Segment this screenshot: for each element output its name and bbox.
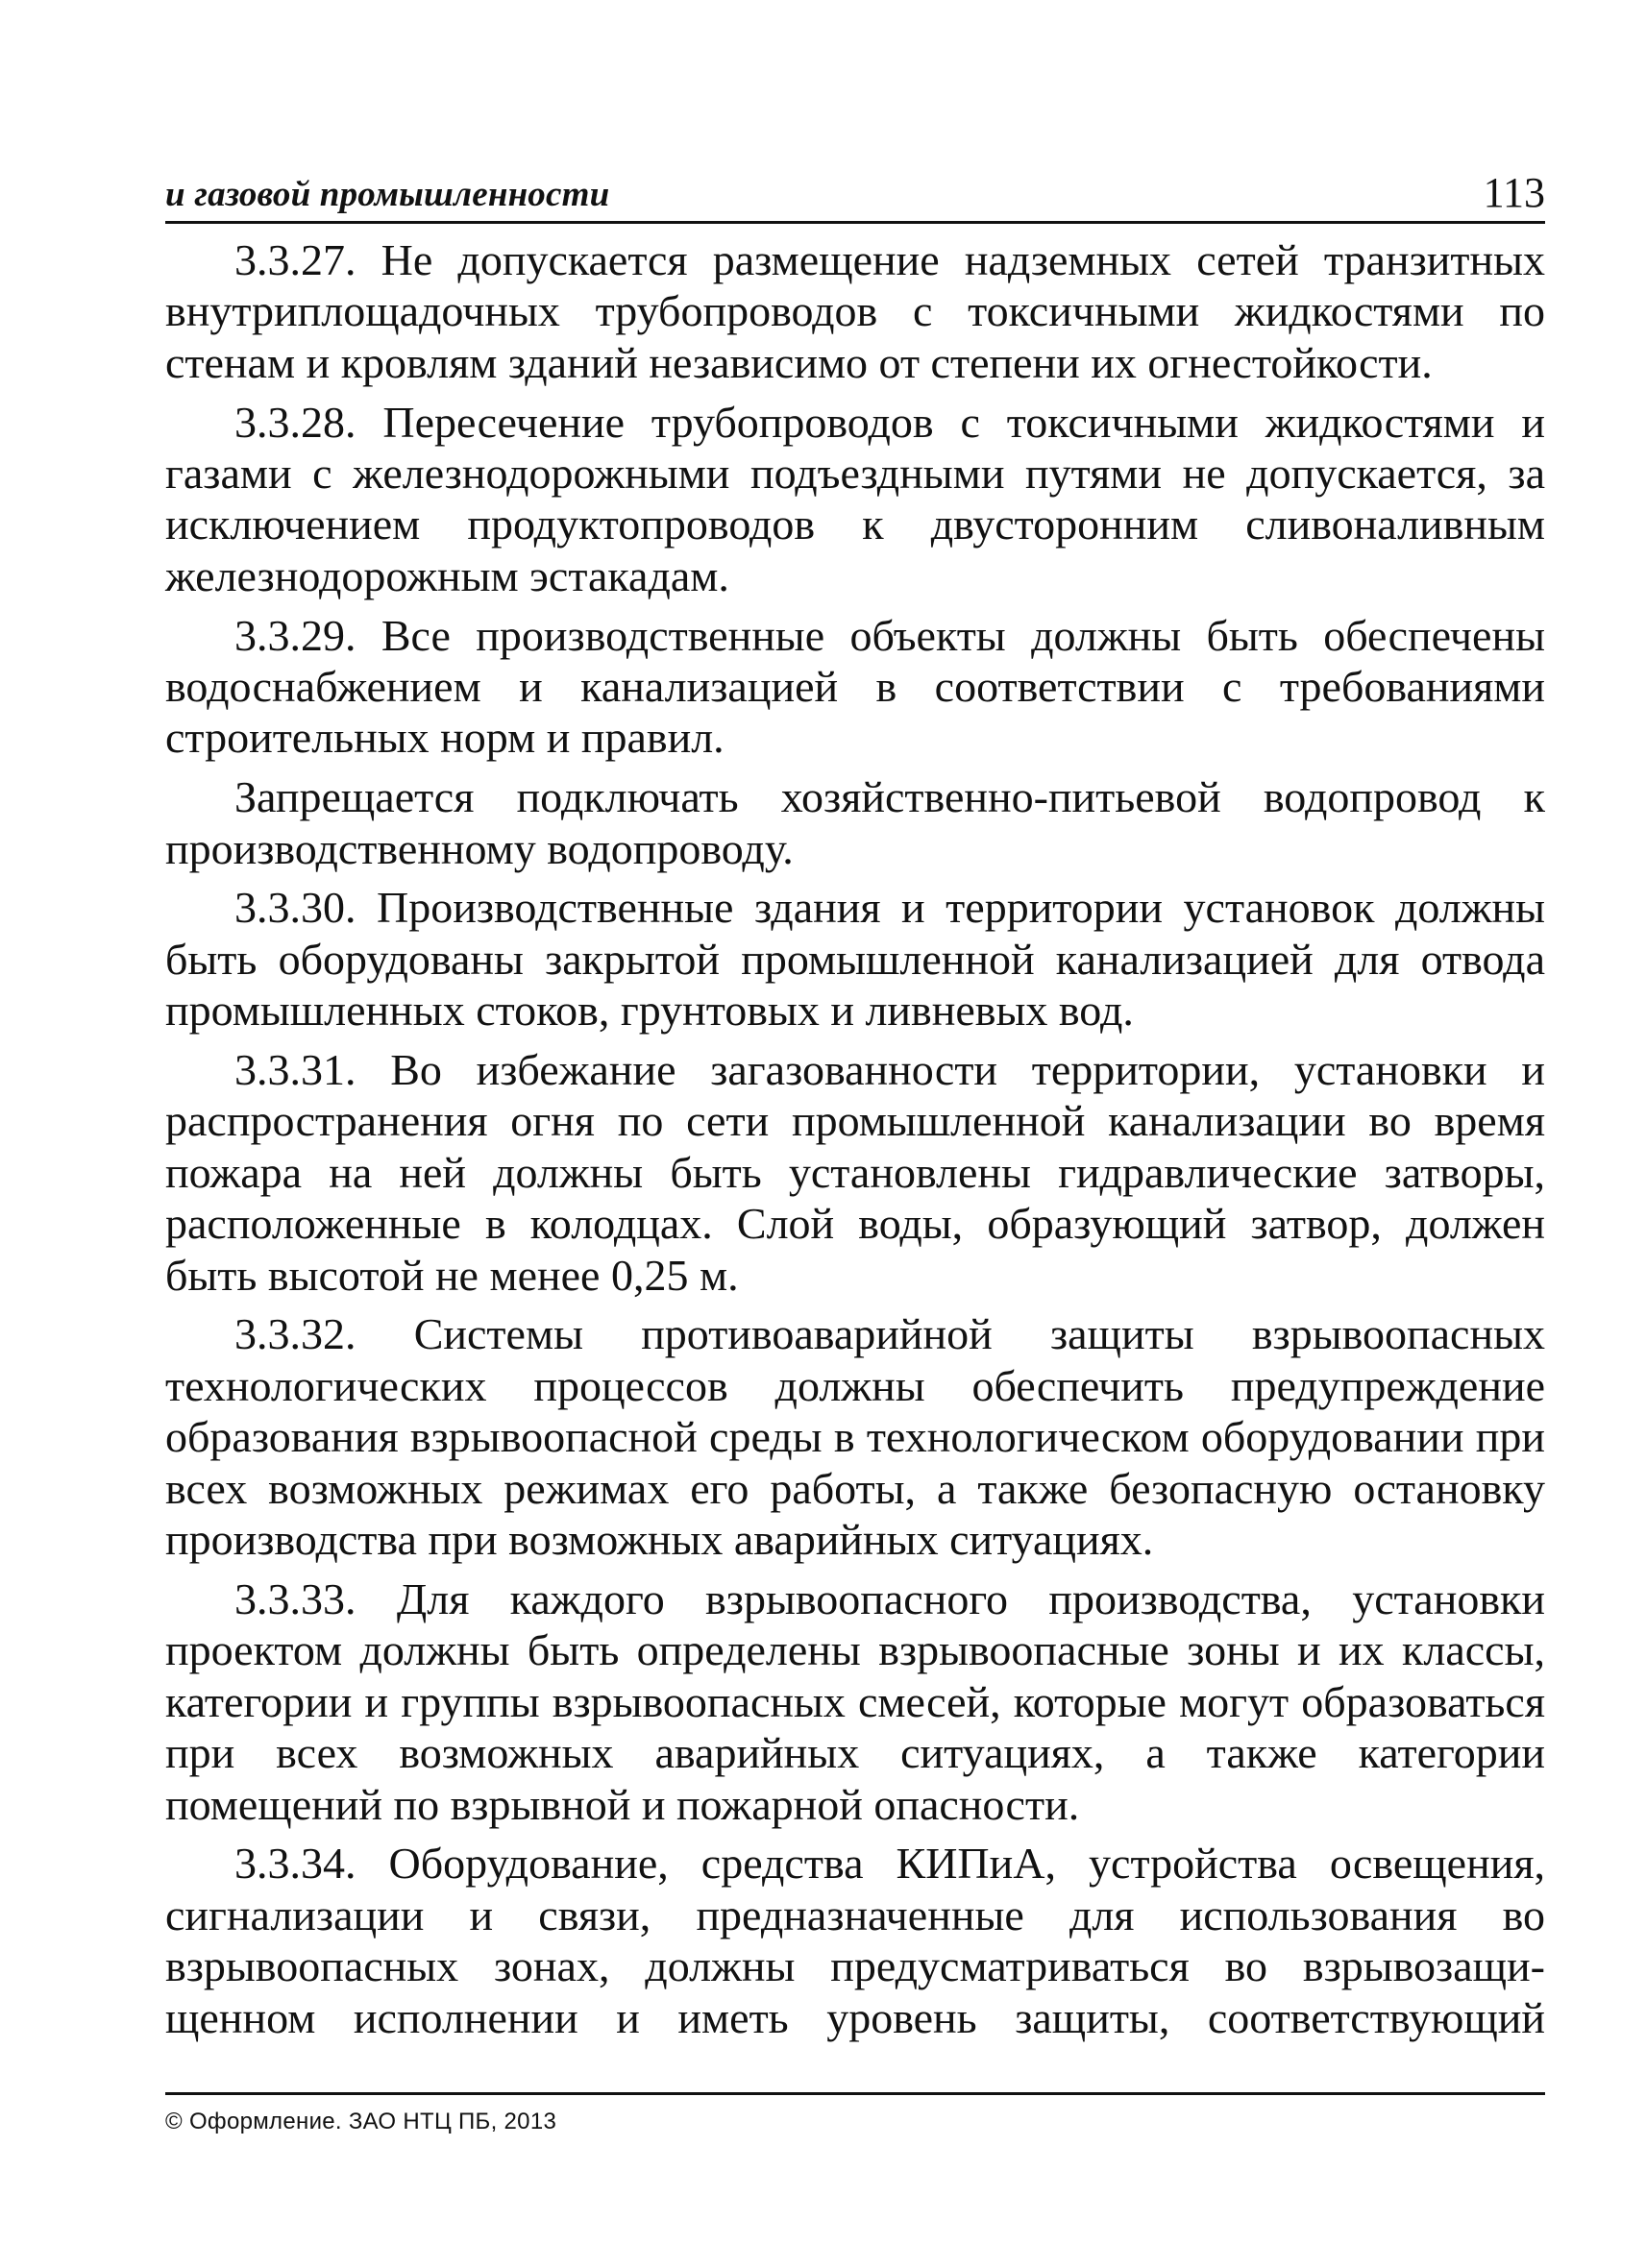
paragraph-3-3-28: 3.3.28. Пересечение трубопроводов с токсичными жидкостями и газами с железнодорожными подъездными путями не допускается, за исключением продуктопроводов к двусторонним сливоналивным железнодорожным эстакадам. — [165, 397, 1545, 600]
footer-copyright: © Оформление. ЗАО НТЦ ПБ, 2013 — [165, 2109, 557, 2134]
body-text — [165, 234, 1545, 2051]
paragraph-drinking-water: Запрещается подключать хозяйственно-питьевой водопровод к производственному водопроводу. — [165, 772, 1545, 873]
running-header — [165, 165, 1545, 224]
paragraph-3-3-29: 3.3.29. Все производственные объекты должны быть обеспечены водоснабжением и канализацией в соответствии с требованиями строительных норм и правил. — [165, 610, 1545, 763]
page-number: 113 — [1483, 169, 1545, 216]
paragraph-3-3-34: 3.3.34. Оборудование, средства КИПиА, устройства освещения, сигнализации и связи, предназначенные для использования во взрывоопасных зонах, должны предусматриваться во взрывозащищенном исполнении и иметь уровень защиты, соответствующий — [165, 1839, 1545, 2042]
paragraph-3-3-33: 3.3.33. Для каждого взрывоопасного производства, установки проектом должны быть определены взрывоопасные зоны и их классы, категории и группы взрывоопасных смесей, которые могут образоваться при всех возможных аварийных ситуациях, а также категории помещений по взрывной и пожарной опасности. — [165, 1573, 1545, 1829]
paragraph-3-3-30: 3.3.30. Производственные здания и территории установок должны быть оборудованы закрытой промышленной канализацией для отвода промышленных стоков, грунтовых и ливневых вод. — [165, 883, 1545, 1036]
running-header-title: и газовой промышленности — [165, 175, 610, 214]
paragraph-3-3-27: 3.3.27. Не допускается размещение надземных сетей транзитных внутриплощадочных трубопроводов с токсичными жидкостями по стенам и кровлям зданий независимо от степени их огнестойкости. — [165, 235, 1545, 387]
paragraph-3-3-32: 3.3.32. Системы противоаварийной защиты взрывоопасных технологических процессов должны обеспечить предупреждение образования взрывоопасной среды в технологическом оборудовании при всех возможных режимах его работы, а также безопасную остановку производства при возможных аварийных ситуациях. — [165, 1309, 1545, 1565]
footer-rule — [165, 2092, 1545, 2095]
paragraph-3-3-31: 3.3.31. Во избежание загазованности территории, установки и распространения огня по сети промышленной канализации во время пожара на ней должны быть установлены гидравлические затворы, расположенные в колодцах. Слой воды, образующий затвор, должен быть высотой не менее 0,25 м. — [165, 1045, 1545, 1300]
